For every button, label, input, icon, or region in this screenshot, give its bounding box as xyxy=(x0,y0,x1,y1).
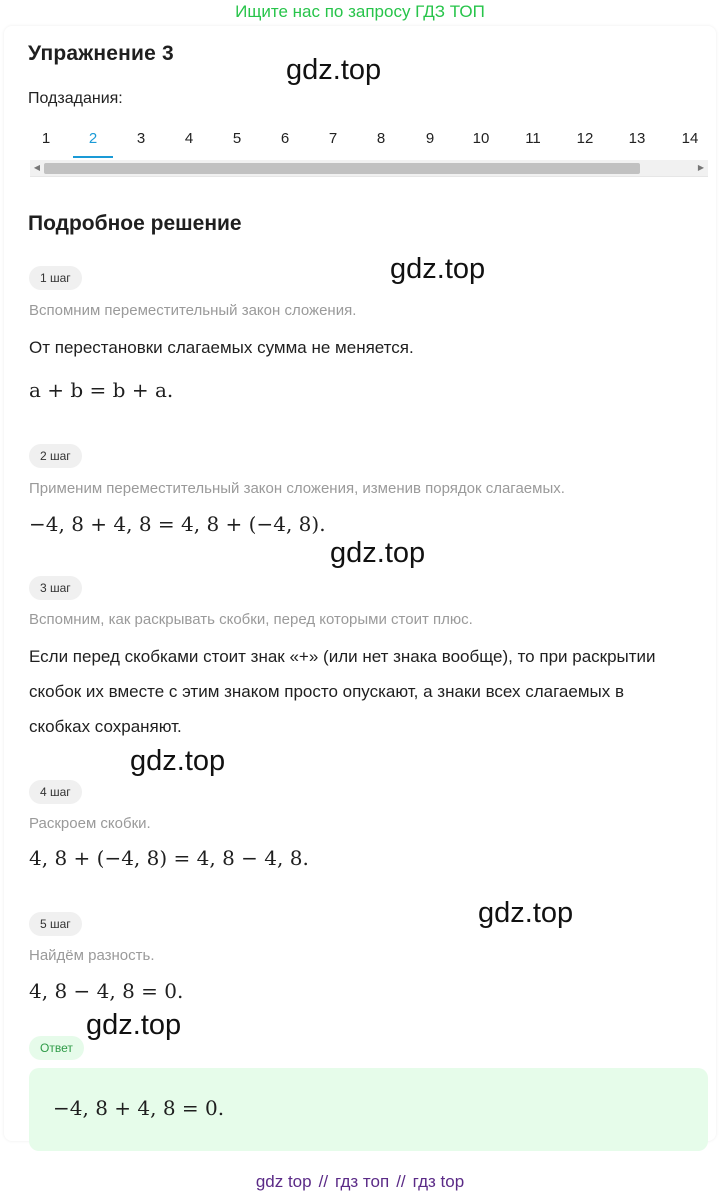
watermark: gdz.top xyxy=(130,745,226,777)
content-card xyxy=(4,26,716,1141)
subtasks-label: Подзадания: xyxy=(28,90,123,107)
tab-subtask-6[interactable]: 6 xyxy=(280,130,290,147)
footer-separator: // xyxy=(396,1172,406,1191)
step-3-text: Если перед скобками стоит знак «+» (или нет знака вообще), то при раскрытии скобок их вместе с этим знаком просто опускают, а знаки всех слагаемых в скобках сохраняют. xyxy=(29,647,656,736)
answer-formula: −4, 8 + 4, 8 = 0. xyxy=(53,1096,225,1120)
tab-subtask-8[interactable]: 8 xyxy=(376,130,386,147)
tab-subtask-13[interactable]: 13 xyxy=(628,130,646,147)
step-2-formula: −4, 8 + 4, 8 = 4, 8 + (−4, 8). xyxy=(29,512,326,536)
subtask-tabs xyxy=(28,124,708,158)
scroll-left-arrow-icon[interactable]: ◀ xyxy=(33,163,41,172)
page-title: Упражнение 3 xyxy=(28,42,174,65)
watermark: gdz.top xyxy=(330,537,426,569)
tab-subtask-4[interactable]: 4 xyxy=(184,130,194,147)
tab-subtask-2[interactable]: 2 xyxy=(88,130,98,147)
step-1-hint: Вспомним переместительный закон сложения. xyxy=(29,302,357,319)
step-5-hint: Найдём разность. xyxy=(29,947,155,964)
step-1-formula: a + b = b + a. xyxy=(29,378,174,402)
step-3-hint: Вспомним, как раскрывать скобки, перед которыми стоит плюс. xyxy=(29,611,473,628)
tab-subtask-11[interactable]: 11 xyxy=(525,130,541,147)
answer-badge: Ответ xyxy=(29,1036,84,1060)
tab-subtask-1[interactable]: 1 xyxy=(41,130,51,147)
footer-link-gdz-top[interactable]: gdz top xyxy=(255,1172,312,1191)
step-1-badge: 1 шаг xyxy=(29,266,82,290)
search-banner: Ищите нас по запросу ГДЗ ТОП xyxy=(235,2,485,21)
active-tab-indicator xyxy=(73,156,113,158)
step-2-badge: 2 шаг xyxy=(29,444,82,468)
answer-box xyxy=(29,1068,708,1151)
watermark: gdz.top xyxy=(478,897,574,929)
tab-subtask-10[interactable]: 10 xyxy=(472,130,490,147)
footer-link-gdz-top-mixed[interactable]: гдз top xyxy=(412,1172,465,1191)
footer-link-gdz-top-ru[interactable]: гдз топ xyxy=(335,1172,390,1191)
step-4-badge: 4 шаг xyxy=(29,780,82,804)
tab-subtask-5[interactable]: 5 xyxy=(232,130,242,147)
watermark: gdz.top xyxy=(390,253,486,285)
solution-title: Подробное решение xyxy=(28,212,242,235)
tab-subtask-12[interactable]: 12 xyxy=(576,130,594,147)
tab-subtask-3[interactable]: 3 xyxy=(136,130,146,147)
tab-subtask-9[interactable]: 9 xyxy=(425,130,435,147)
step-1-text: От перестановки слагаемых сумма не меняется. xyxy=(29,338,414,357)
tab-subtask-7[interactable]: 7 xyxy=(328,130,338,147)
step-3-badge: 3 шаг xyxy=(29,576,82,600)
tab-subtask-14[interactable]: 14 xyxy=(681,130,699,147)
step-2-hint: Применим переместительный закон сложения, изменив порядок слагаемых. xyxy=(29,480,565,497)
step-4-formula: 4, 8 + (−4, 8) = 4, 8 − 4, 8. xyxy=(29,846,309,870)
scrollbar-thumb[interactable] xyxy=(44,163,640,174)
watermark: gdz.top xyxy=(86,1009,182,1041)
step-5-formula: 4, 8 − 4, 8 = 0. xyxy=(29,979,184,1003)
footer-separator: // xyxy=(318,1172,329,1191)
step-5-badge: 5 шаг xyxy=(29,912,82,936)
footer-links xyxy=(0,1172,720,1192)
step-4-hint: Раскроем скобки. xyxy=(29,815,151,832)
tabs-scrollbar[interactable] xyxy=(30,160,708,177)
watermark: gdz.top xyxy=(286,54,382,86)
scroll-right-arrow-icon[interactable]: ▶ xyxy=(697,163,705,172)
